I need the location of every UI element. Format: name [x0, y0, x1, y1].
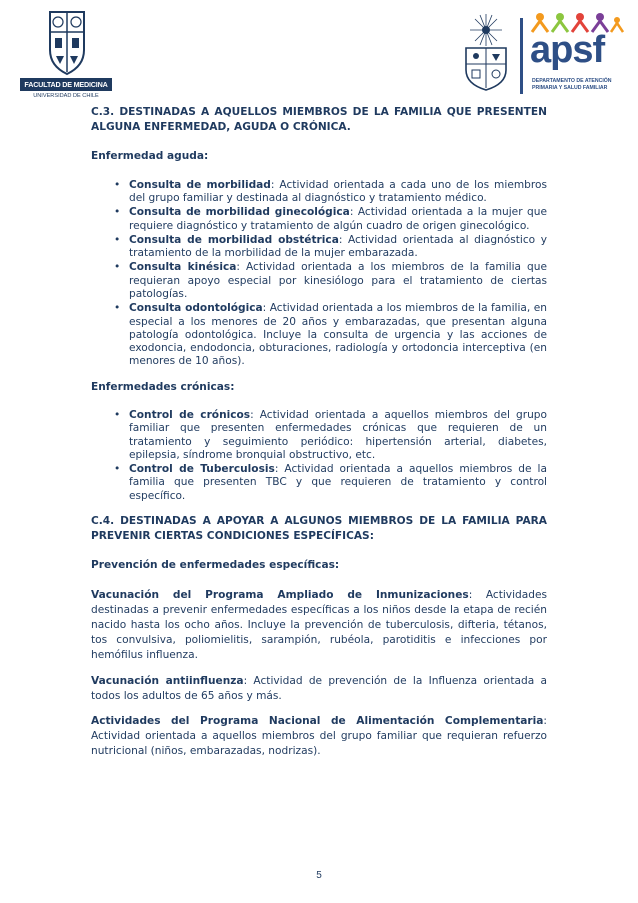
star-emblem-logo: [458, 12, 514, 92]
prevention-heading: Prevención de enfermedades específicas:: [91, 559, 340, 572]
university-name: UNIVERSIDAD DE CHILE: [33, 93, 99, 99]
item-text: : Actividad orientada a la mujer que requiere diagnóstico y tratamiento de algún cuadro de origen ginecológico.: [129, 206, 547, 232]
chronic-list: [91, 409, 547, 503]
paragraph-pnac: [91, 714, 547, 760]
item-term: Consulta de morbilidad obstétrica: [129, 233, 339, 246]
paragraph-influenza: [91, 674, 547, 704]
item-term: Consulta odontológica: [129, 302, 263, 315]
section-c4-title: C.4. DESTINADAS A APOYAR A ALGUNOS MIEMBROS DE LA FAMILIA PARA PREVENIR CIERTAS CONDICIONES ESPECÍFICAS:: [91, 515, 547, 543]
item-text: : Actividad orientada a aquellos miembros del grupo familiar que presenten enfermedades crónicas que requieren de un tratamiento y seguimiento periódico: hipertensión arterial, diabetes, epilepsia, síndrome bronquial obstructivo, etc.: [129, 408, 547, 461]
chronic-heading: Enfermedades crónicas:: [91, 380, 235, 393]
apsf-dept-line2: PRIMARIA Y SALUD FAMILIAR: [532, 85, 608, 91]
paragraph-text: : Actividad de prevención de la Influenza orientada a todos los adultos de 65 años y más.: [91, 674, 547, 702]
apsf-divider: [520, 18, 523, 94]
paragraph-text: : Actividad orientada a aquellos miembros del grupo familiar que requieran refuerzo nutricional (niños, embarazadas, nodrizas).: [91, 715, 547, 758]
apsf-dept-line1: DEPARTAMENTO DE ATENCIÓN: [532, 78, 612, 84]
apsf-department: [532, 78, 612, 92]
list-item: [91, 234, 547, 261]
list-item: [91, 409, 547, 462]
bullet-icon: •: [114, 178, 121, 191]
page-number: 5: [316, 870, 322, 881]
bullet-icon: •: [114, 463, 121, 476]
item-term: Consulta kinésica: [129, 261, 237, 274]
faculty-logo: [20, 10, 112, 106]
section-c3-title: C.3. DESTINADAS A AQUELLOS MIEMBROS DE LA FAMILIA QUE PRESENTEN ALGUNA ENFERMEDAD, AGUDA O CRÓNICA.: [91, 106, 547, 134]
paragraph-term: Actividades del Programa Nacional de Alimentación Complementaria: [91, 715, 544, 728]
apsf-wordmark: apsf: [530, 29, 605, 71]
list-item: [91, 463, 547, 503]
university-shield-icon: [46, 10, 88, 76]
item-term: Consulta de morbilidad ginecológica: [129, 206, 350, 219]
bullet-icon: •: [114, 261, 121, 274]
item-term: Control de crónicos: [129, 408, 251, 421]
paragraph-term: Vacunación antiinfluenza: [91, 674, 244, 687]
item-text: : Actividad orientada a los miembros de la familia que requieran apoyo especial por kinesiólogo para el tratamiento de ciertas patologías.: [129, 261, 548, 300]
paragraph-pai: [91, 588, 547, 664]
bullet-icon: •: [114, 408, 121, 421]
list-item: [91, 261, 547, 301]
item-text: : Actividad orientada a aquellos miembros de la familia que presenten TBC y que requieren de tratamiento y control específico.: [129, 463, 547, 502]
faculty-name: FACULTAD DE MEDICINA: [24, 80, 108, 89]
item-term: Control de Tuberculosis: [129, 463, 275, 476]
bullet-icon: •: [114, 206, 121, 219]
item-text: : Actividad orientada a cada uno de los miembros del grupo familiar y destinada al diagnóstico y tratamiento médico.: [129, 178, 548, 204]
item-term: Consulta de morbilidad: [129, 178, 271, 191]
list-item: [91, 302, 547, 368]
apsf-logo: [520, 12, 624, 96]
item-text: : Actividad orientada al diagnóstico y tratamiento de la morbilidad de la mujer embarazada.: [129, 233, 548, 260]
bullet-icon: •: [114, 233, 121, 246]
bullet-icon: •: [114, 302, 121, 315]
item-text: : Actividad orientada a los miembros de la familia, en especial a los menores de 20 años y embarazadas, que presentan alguna patología odontológica. Incluye la consulta de urgencia y las acciones de exodoncia, endodoncia, obturaciones, radiología y ortodoncia interceptiva (en menores de 10 años).: [129, 302, 547, 368]
list-item: [91, 206, 547, 233]
acute-heading: Enfermedad aguda:: [91, 150, 209, 163]
paragraph-text: : Actividades destinadas a prevenir enfermedades específicas a los niños desde la etapa de recién nacido hasta los ocho años. Incluye la prevención de tuberculosis, difteria, tétanos, tos convulsiva, poliomielitis, sarampión, rubéola, parotiditis e infecciones por hemófilus influenza.: [91, 588, 547, 662]
paragraph-term: Vacunación del Programa Ampliado de Inmunizaciones: [91, 588, 469, 601]
document-body: [91, 105, 547, 760]
star-emblem-icon: [458, 12, 514, 92]
acute-list: [91, 179, 547, 369]
list-item: [91, 179, 547, 206]
